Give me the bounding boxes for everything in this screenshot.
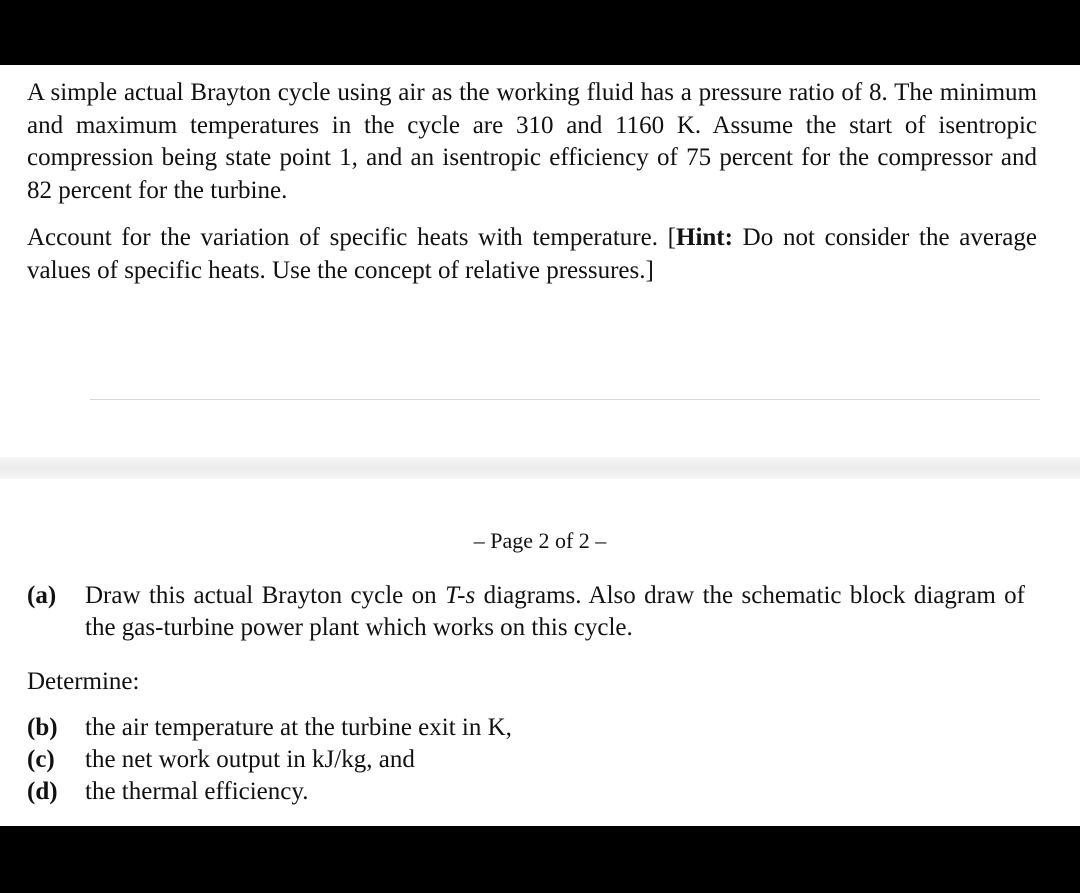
question-b-text: the air temperature at the turbine exit in K, xyxy=(85,714,512,741)
question-d-text: the thermal efficiency. xyxy=(85,778,309,805)
question-a-ts-label: T-s xyxy=(445,582,476,609)
question-a-text xyxy=(85,580,1025,644)
hint-text-before: Account for the variation of specific heats with temperature. [ xyxy=(27,224,677,251)
hint-text-after: Do not consider the average values of specific heats. Use the concept of relative pressures.] xyxy=(27,224,1037,284)
bottom-black-bar xyxy=(0,826,1080,893)
question-b-marker: (b) xyxy=(27,714,58,741)
question-a-text-before: Draw this actual Brayton cycle on xyxy=(85,582,446,609)
page-number: – Page 2 of 2 – xyxy=(473,528,607,553)
hint-paragraph xyxy=(27,222,1037,287)
document-page xyxy=(0,65,1080,826)
question-c-marker: (c) xyxy=(27,746,55,773)
determine-label: Determine: xyxy=(27,668,140,695)
question-d-marker: (d) xyxy=(27,778,58,805)
page-gap-band xyxy=(0,457,1080,479)
top-black-bar xyxy=(0,0,1080,65)
problem-statement-paragraph: A simple actual Brayton cycle using air as the working fluid has a pressure ratio of 8. The minimum and maximum temperatures in the cycle are 310 and 1160 K. Assume the start of isentropic compression being state point 1, and an isentropic efficiency of 75 percent for the compressor and 82 percent for the turbine. xyxy=(27,79,1037,204)
question-a xyxy=(27,580,1037,650)
question-c-text: the net work output in kJ/kg, and xyxy=(85,746,415,773)
question-a-text-after: diagrams. Also draw the schematic block diagram of the gas-turbine power plant which works on this cycle. xyxy=(85,582,1025,641)
hint-label: Hint: xyxy=(676,224,733,251)
question-a-marker: (a) xyxy=(27,582,57,609)
page-footer-divider xyxy=(90,399,1040,400)
page-break-region xyxy=(0,385,1080,485)
